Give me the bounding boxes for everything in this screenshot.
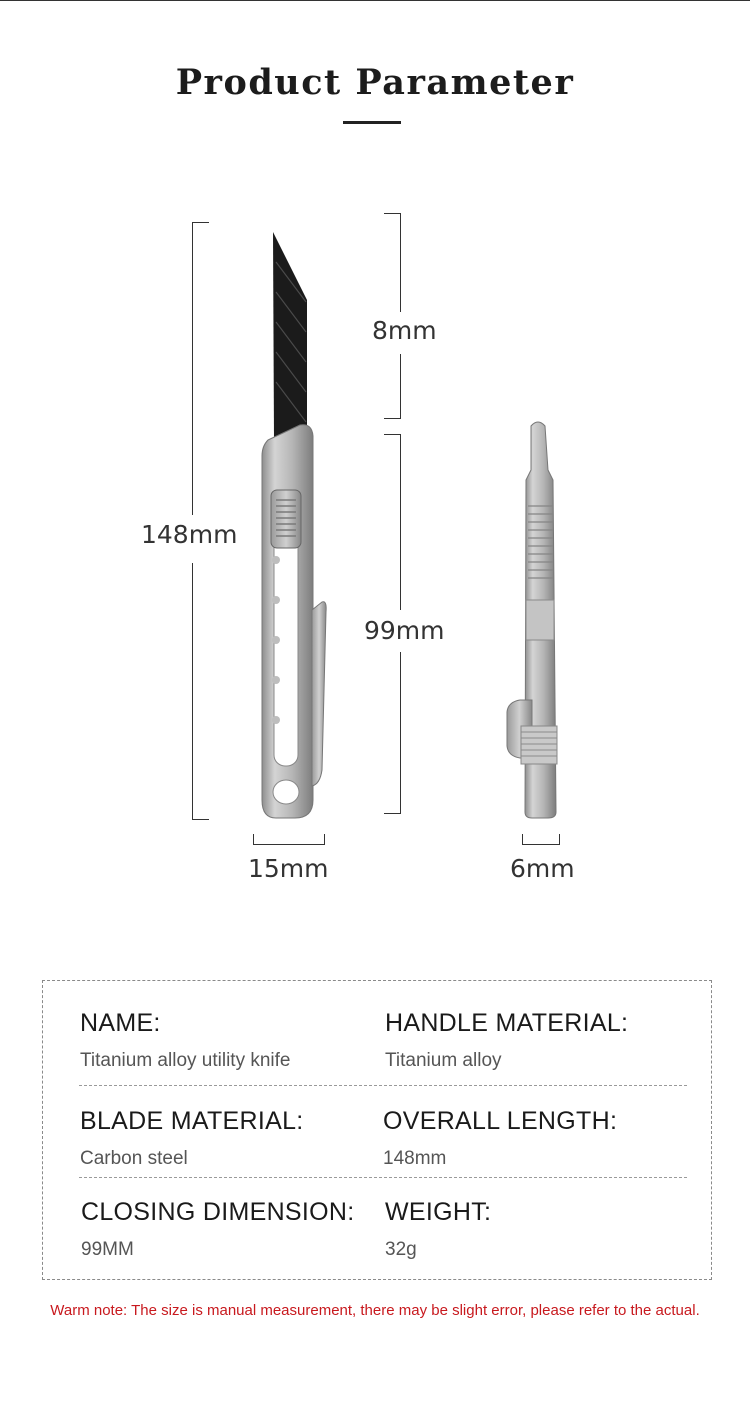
spec-name-value: Titanium alloy utility knife [80, 1050, 291, 1071]
spec-weight-label: WEIGHT: [385, 1198, 492, 1226]
thickness-label: 6mm [510, 854, 575, 883]
spec-blade-label: BLADE MATERIAL: [80, 1107, 304, 1135]
spec-weight-value: 32g [385, 1239, 417, 1260]
blade-length-label: 8mm [372, 316, 437, 345]
spec-blade-material [80, 1107, 304, 1170]
spec-handle-value: Titanium alloy [385, 1050, 502, 1071]
spec-closing-dimension [81, 1198, 355, 1261]
width-label: 15mm [248, 854, 329, 883]
row-divider [79, 1085, 687, 1086]
spec-handle-label: HANDLE MATERIAL: [385, 1009, 629, 1037]
page-title: Product Parameter [175, 62, 575, 103]
spec-name [80, 1009, 290, 1072]
spec-handle-material [385, 1009, 628, 1072]
warm-note: Warm note: The size is manual measurement, there may be slight error, please refer to the actual. [50, 1302, 700, 1319]
row-divider [79, 1177, 687, 1178]
spec-name-label: NAME: [80, 1009, 161, 1037]
overall-length-label: 148mm [141, 520, 238, 549]
spec-length-value: 148mm [383, 1148, 447, 1169]
spec-blade-value: Carbon steel [80, 1148, 188, 1169]
spec-closing-label: CLOSING DIMENSION: [81, 1198, 355, 1226]
spec-closing-value: 99MM [81, 1239, 134, 1260]
closing-length-label: 99mm [364, 616, 445, 645]
spec-length-label: OVERALL LENGTH: [383, 1107, 618, 1135]
spec-overall-length [383, 1107, 617, 1170]
spec-weight [385, 1198, 491, 1261]
spec-table [42, 980, 712, 1280]
